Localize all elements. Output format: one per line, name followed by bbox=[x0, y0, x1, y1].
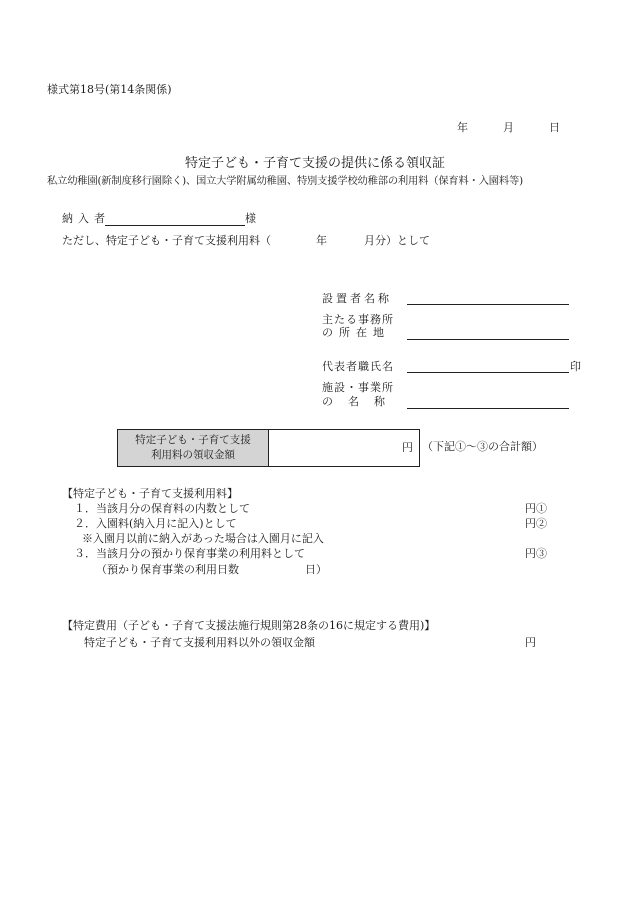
section2-item: 特定子ども・子育て支援利用料以外の領収金額 bbox=[84, 636, 315, 649]
date-year: 年 bbox=[457, 121, 468, 134]
document-title: 特定子ども・子育て支援の提供に係る領収証 bbox=[184, 156, 445, 171]
facility-name-line[interactable] bbox=[407, 408, 569, 409]
document-subtitle: 私立幼稚園(新制度移行園除く)、国立大学附属幼稚園、特別支援学校幼稚部の利用料（保育料・入園料等) bbox=[47, 175, 523, 187]
representative-line[interactable] bbox=[407, 372, 569, 373]
received-amount-box bbox=[117, 429, 420, 467]
received-amount-note: （下記①〜③の合計額） bbox=[422, 440, 543, 453]
payer-honorific: 様 bbox=[245, 212, 256, 225]
section1-item1: １．当該月分の保育料の内数として bbox=[74, 502, 250, 515]
usage-fee-prefix: ただし、特定子ども・子育て支援利用料（ bbox=[62, 234, 271, 247]
section1-item1-unit: 円① bbox=[525, 502, 547, 515]
received-amount-label-line1: 特定子ども・子育て支援 bbox=[135, 434, 251, 446]
usage-fee-year: 年 bbox=[316, 234, 327, 247]
section1-header: 【特定子ども・子育て支援利用料】 bbox=[62, 487, 238, 500]
section1-item2-unit: 円② bbox=[525, 517, 547, 530]
section1-item2: ２．入園料(納入月に記入)として bbox=[74, 517, 237, 530]
facility-label-2: の名称 bbox=[322, 395, 400, 408]
section1-item4-suffix: 日） bbox=[305, 563, 327, 576]
received-amount-field[interactable] bbox=[269, 430, 419, 466]
section1-item3-unit: 円③ bbox=[525, 547, 547, 560]
facility-label-1: 施設・事業所 bbox=[322, 381, 394, 394]
representative-label: 代表者職氏名 bbox=[322, 360, 394, 373]
received-amount-unit: 円 bbox=[402, 441, 413, 454]
establisher-name-line[interactable] bbox=[407, 304, 569, 305]
payer-name-line[interactable] bbox=[105, 225, 245, 226]
section1-item4: （預かり保育事業の利用日数 bbox=[96, 563, 239, 576]
section1-item3: ３．当該月分の預かり保育事業の利用料として bbox=[74, 547, 305, 560]
received-amount-label-line2: 利用料の領収金額 bbox=[151, 449, 235, 461]
usage-fee-month: 月分）として bbox=[364, 234, 430, 247]
office-address-line[interactable] bbox=[407, 339, 569, 340]
section1-note: ※入園月以前に納入があった場合は入園月に記入 bbox=[82, 532, 324, 545]
establisher-name-label: 設置者名称 bbox=[322, 292, 392, 305]
seal-mark: 印 bbox=[570, 360, 581, 373]
office-label-2: の所在地 bbox=[322, 326, 390, 339]
date-day: 日 bbox=[549, 121, 560, 134]
date-month: 月 bbox=[503, 121, 514, 134]
section2-header: 【特定費用（子ども・子育て支援法施行規則第28条の16に規定する費用)】 bbox=[62, 619, 436, 632]
received-amount-label bbox=[118, 430, 269, 466]
section2-unit: 円 bbox=[525, 636, 536, 649]
office-label-1: 主たる事務所 bbox=[322, 313, 394, 326]
form-number: 様式第18号(第14条関係) bbox=[47, 83, 172, 96]
payer-label: 納入者 bbox=[62, 212, 110, 225]
